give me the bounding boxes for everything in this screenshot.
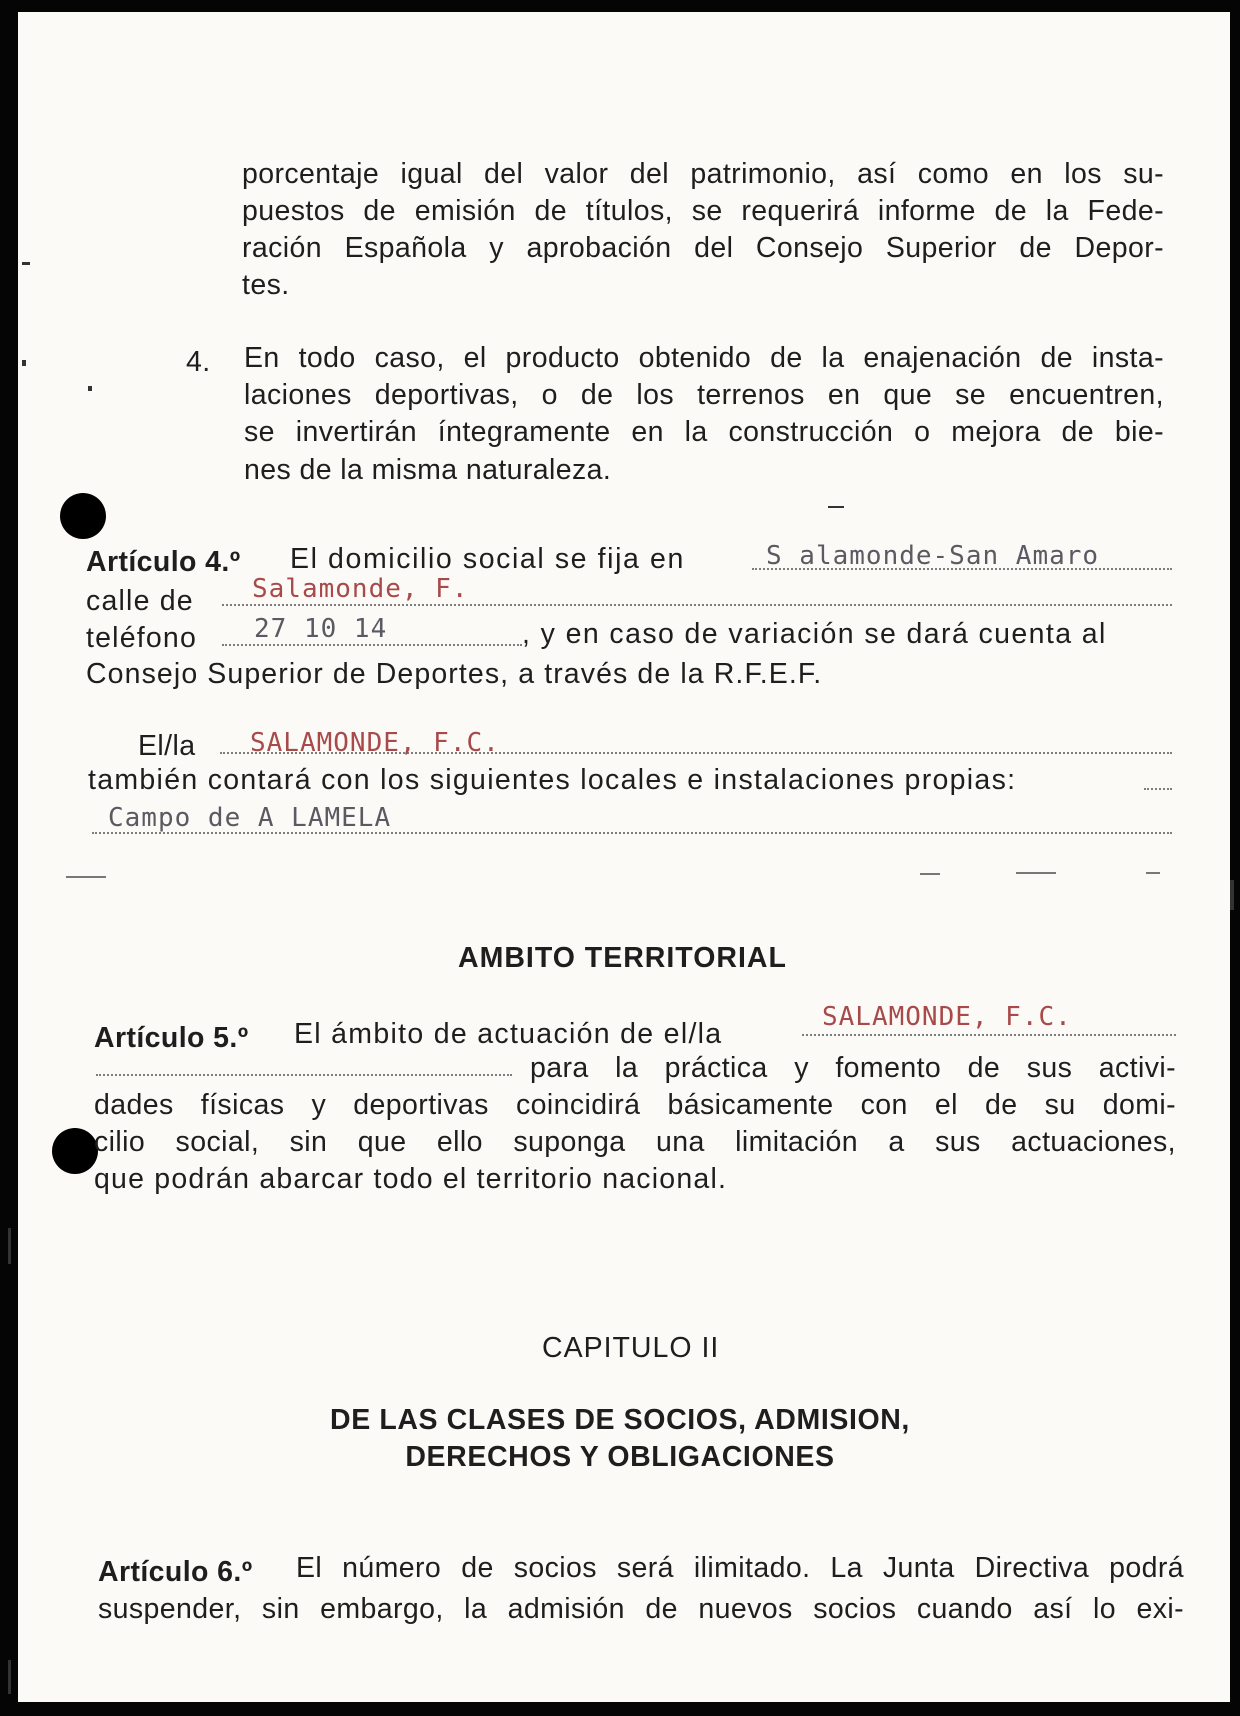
scan-mark <box>920 873 940 875</box>
item-number: 4. <box>186 346 211 378</box>
article-5-line-5: que podrán abarcar todo el territorio nacional. <box>94 1163 728 1195</box>
scan-mark <box>66 876 106 878</box>
tambien-fill-line <box>1144 788 1172 790</box>
scan-mark <box>1016 872 1056 874</box>
continuation-line-4: tes. <box>242 269 290 301</box>
article-6-line-2: suspender, sin embargo, la admisión de nuevos socios cuando así lo exi- <box>98 1593 1184 1625</box>
scan-mark <box>1230 880 1234 910</box>
typed-facilities: Campo de A LAMELA <box>108 803 392 833</box>
scan-mark <box>22 360 26 366</box>
scan-mark <box>88 386 92 391</box>
punch-hole-top <box>60 493 106 539</box>
article-5-line-2: para la práctica y fomento de sus activi- <box>530 1052 1176 1084</box>
chapter-subtitle-line-1: DE LAS CLASES DE SOCIOS, ADMISION, <box>330 1404 910 1436</box>
article-5-line-3: dades físicas y deportivas coincidirá básicamente con el de su domi- <box>94 1089 1176 1121</box>
chapter-title: CAPITULO II <box>542 1332 720 1364</box>
typed-club-name: SALAMONDE, F.C. <box>250 728 500 758</box>
typed-street: Salamonde, F. <box>252 574 469 604</box>
scan-mark <box>8 1228 11 1264</box>
scan-mark <box>8 1660 11 1694</box>
street-fill-line <box>222 604 1172 606</box>
phone-fill-line <box>222 644 522 646</box>
typed-club-name-2: SALAMONDE, F.C. <box>822 1002 1072 1032</box>
article-6-text: El número de socios será ilimitado. La Junta Directiva podrá <box>296 1552 1184 1584</box>
article-5-line-4: cilio social, sin que ello suponga una limitación a sus actuaciones, <box>94 1126 1176 1158</box>
continuation-line-1: porcentaje igual del valor del patrimonio, así como en los su- <box>242 158 1164 190</box>
telefono-label: teléfono <box>86 622 198 654</box>
typed-domicile: S alamonde-San Amaro <box>766 541 1100 571</box>
article-5-fill-line <box>802 1034 1176 1036</box>
article-4-continuation: , y en caso de variación se dará cuenta al <box>522 618 1107 650</box>
ella-label: El/la <box>138 730 196 762</box>
item4-line-2: laciones deportivas, o de los terrenos en que se encuentren, <box>244 379 1164 411</box>
scan-mark <box>22 262 30 265</box>
item4-line-4: nes de la misma naturaleza. <box>244 454 612 486</box>
article-4-line-4: Consejo Superior de Deportes, a través de la R.F.E.F. <box>86 658 823 690</box>
tambien-line: también contará con los siguientes locales e instalaciones propias: <box>88 764 1017 796</box>
section-heading-ambito: AMBITO TERRITORIAL <box>458 942 787 974</box>
continuation-line-3: ración Española y aprobación del Consejo Superior de Depor- <box>242 232 1164 264</box>
scan-mark <box>1146 872 1160 874</box>
article-5-text: El ámbito de actuación de el/la <box>294 1018 723 1050</box>
scan-mark <box>828 506 844 508</box>
article-4-label: Artículo 4.º <box>86 546 241 578</box>
article-5-fill-line-2 <box>96 1074 512 1076</box>
article-6-label: Artículo 6.º <box>98 1556 253 1588</box>
continuation-line-2: puestos de emisión de títulos, se requerirá informe de la Fede- <box>242 195 1164 227</box>
item4-line-3: se invertirán íntegramente en la construcción o mejora de bie- <box>244 416 1164 448</box>
chapter-subtitle-line-2: DERECHOS Y OBLIGACIONES <box>405 1441 835 1473</box>
item4-line-1: En todo caso, el producto obtenido de la enajenación de insta- <box>244 342 1164 374</box>
calle-label: calle de <box>86 585 194 617</box>
typed-phone: 27 10 14 <box>254 614 388 644</box>
article-5-label: Artículo 5.º <box>94 1022 249 1054</box>
article-4-text: El domicilio social se fija en <box>290 543 685 575</box>
punch-hole-bottom <box>52 1128 98 1174</box>
